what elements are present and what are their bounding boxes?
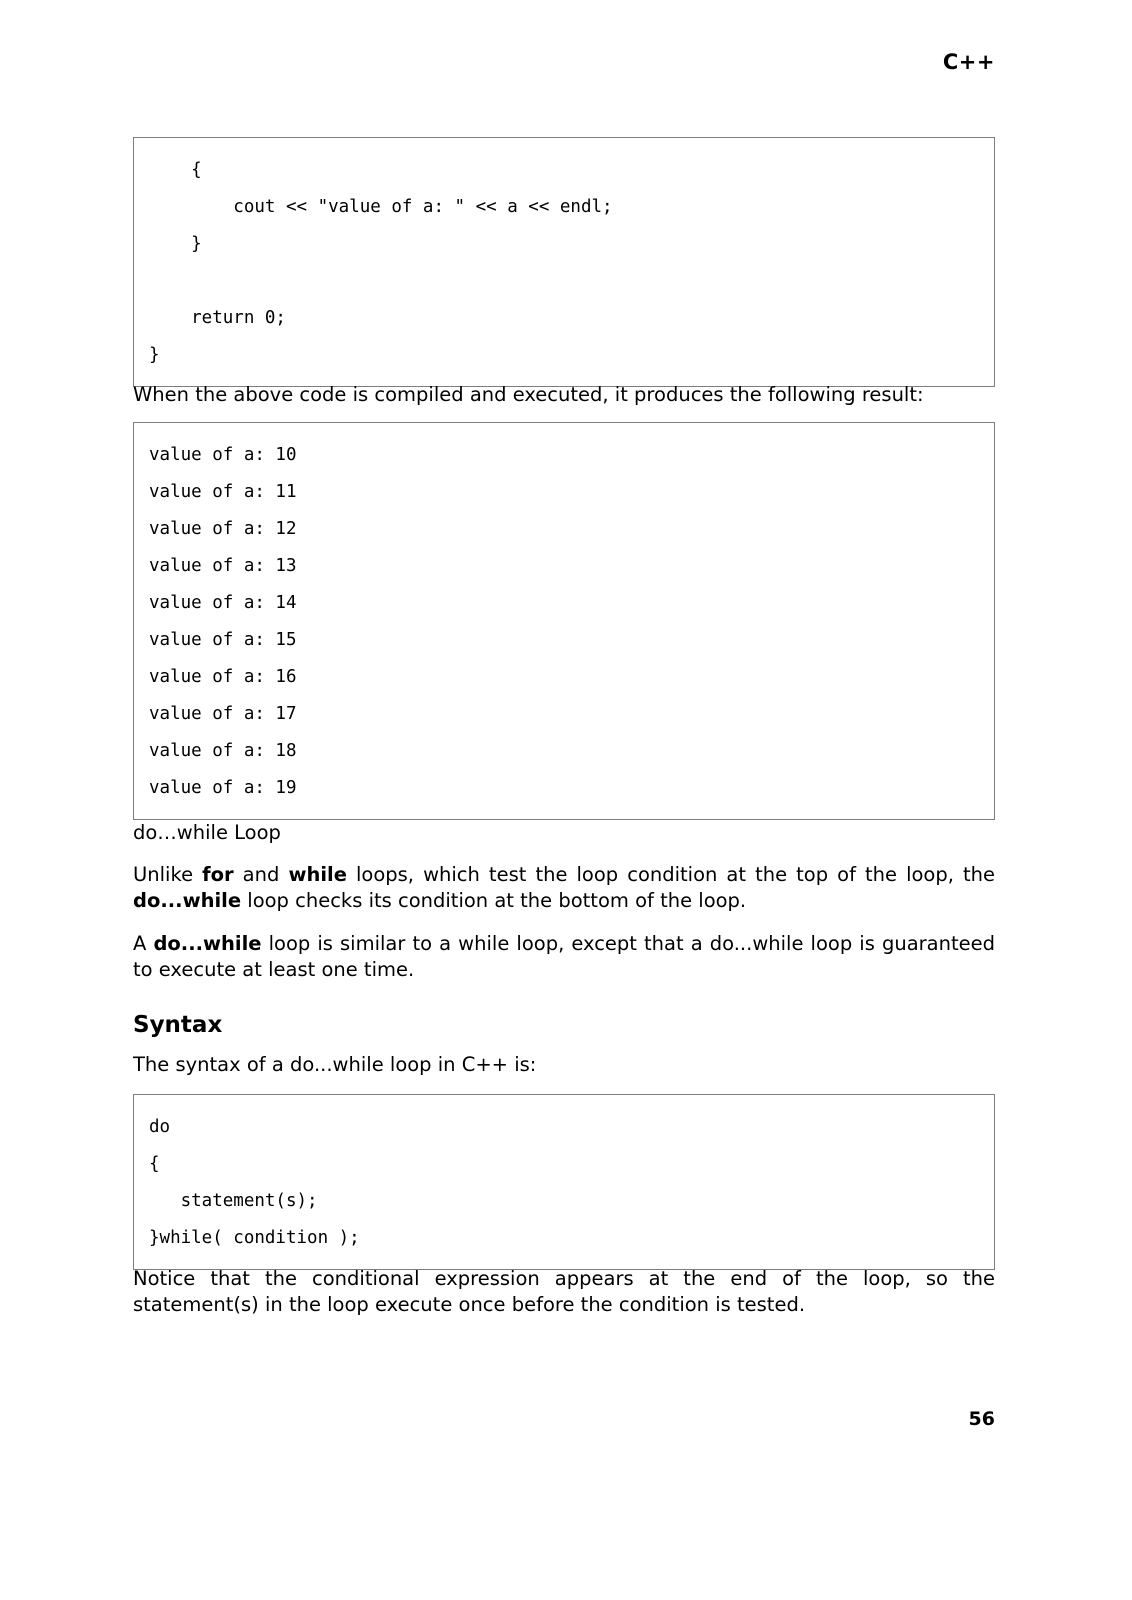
code-block-source [133,137,995,387]
paragraph-do-while-intro [133,862,995,914]
code-line: { [149,1154,160,1174]
subsection-heading-do-while-loop: do…while Loop [133,821,281,844]
text-run: and [233,863,289,886]
text-run-bold: do...while [133,889,242,912]
text-run: A [133,932,154,955]
code-line: cout << "value of a: " << a << endl; [149,197,613,217]
paragraph-do-while-guarantee [133,931,995,983]
output-line: value of a: 19 [149,778,297,798]
code-line: return 0; [149,308,286,328]
output-line: value of a: 16 [149,667,297,687]
output-line: value of a: 10 [149,445,297,465]
text-run: loop checks its condition at the bottom of the loop. [241,889,747,912]
output-line: value of a: 17 [149,704,297,724]
text-run: loop is similar to a while loop, except that a do...while loop is guaranteed to execute at least one time. [133,932,995,981]
output-line: value of a: 12 [149,519,297,539]
text-run: loops, which test the loop condition at the top of the loop, the [346,863,995,886]
intro-paragraph: When the above code is compiled and executed, it produces the following result: [133,383,924,406]
output-line: value of a: 15 [149,630,297,650]
paragraph-closing-note: Notice that the conditional expression appears at the end of the loop, so the statement(s) in the loop execute once before the condition is tested. [133,1267,995,1316]
text-run-bold: for [202,863,234,886]
paragraph-syntax-lead-in: The syntax of a do...while loop in C++ is: [133,1053,537,1076]
text-run-bold: while [288,863,347,886]
code-line: do [149,1117,171,1137]
code-block-syntax [133,1094,995,1270]
output-line: value of a: 13 [149,556,297,576]
output-line: value of a: 18 [149,741,297,761]
code-line-blank [149,263,980,300]
code-line: } [149,234,202,254]
code-line: }while( condition ); [149,1228,360,1248]
code-line: { [149,160,202,180]
output-line: value of a: 14 [149,593,297,613]
output-line: value of a: 11 [149,482,297,502]
running-header-title: C++ [942,50,995,74]
code-line: statement(s); [149,1191,318,1211]
code-line: } [149,345,160,365]
text-run-bold: do...while [153,932,262,955]
page-number: 56 [968,1408,995,1430]
code-block-output [133,422,995,820]
section-heading-syntax: Syntax [133,1012,223,1038]
text-run: Unlike [133,863,203,886]
